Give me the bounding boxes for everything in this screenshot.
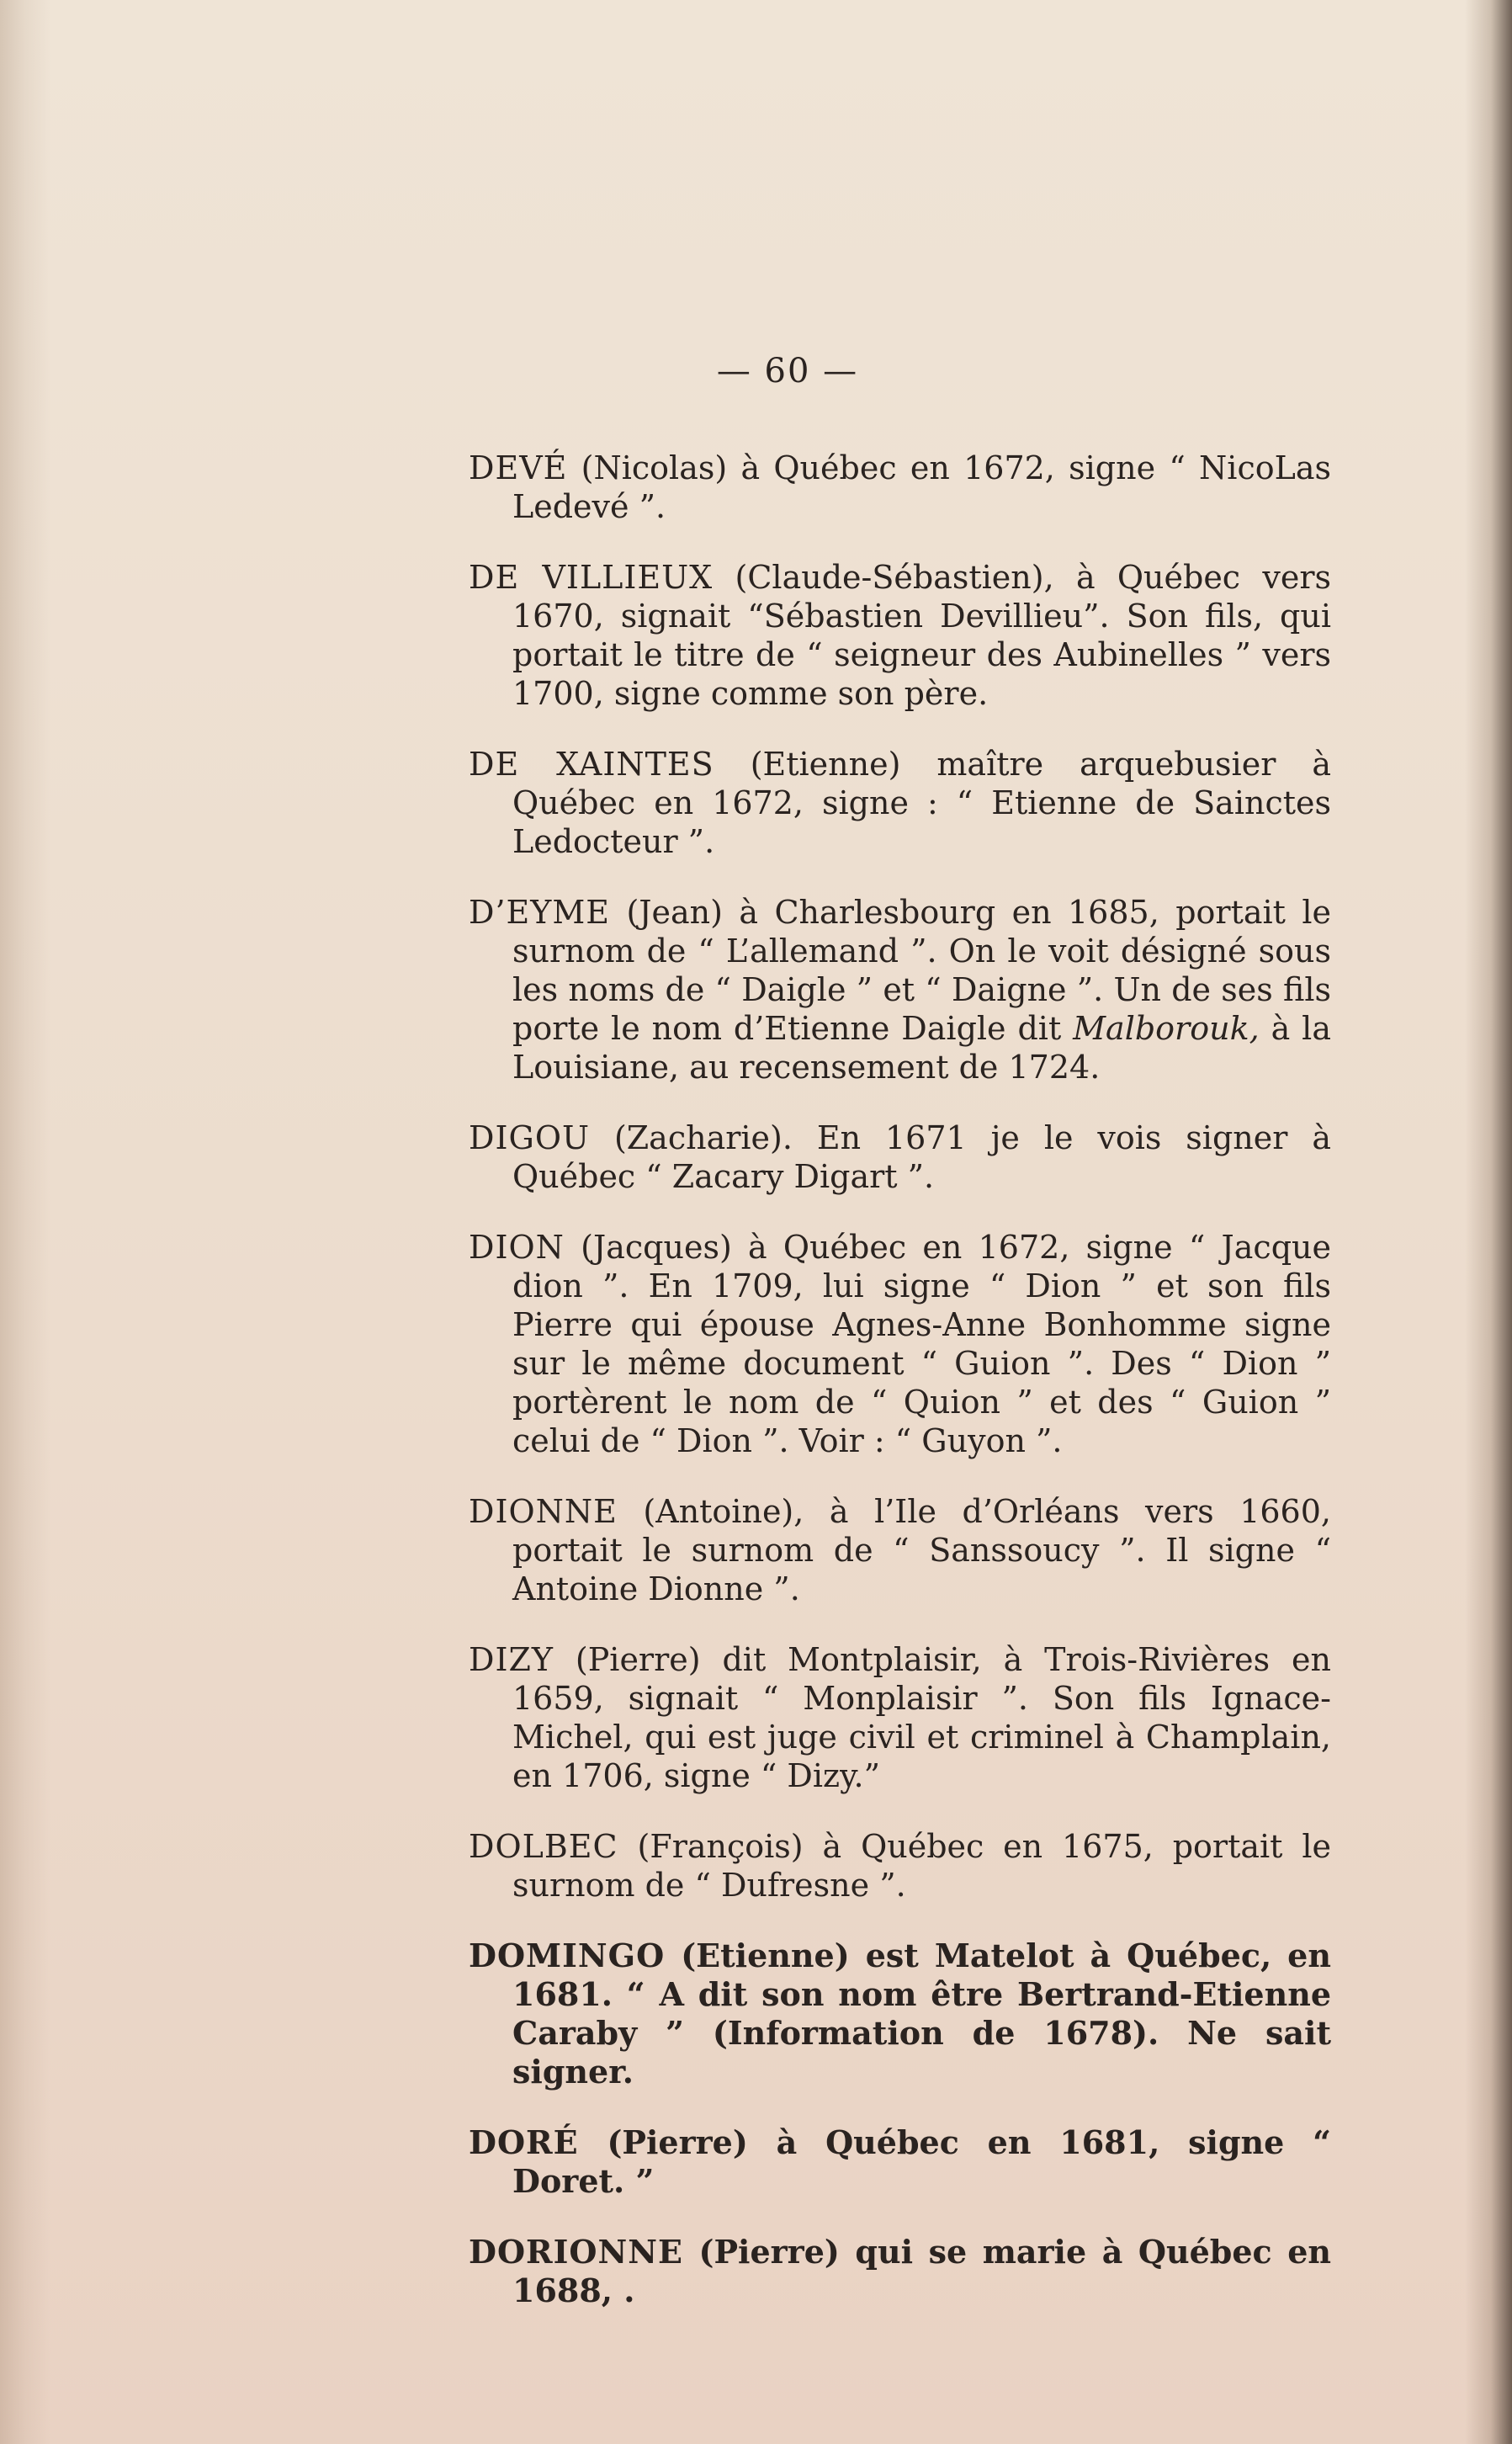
entry-head: DORÉ — [469, 2123, 579, 2161]
entry-head: DIGOU — [469, 1119, 591, 1156]
entry-text: (François) à Québec en 1675, portait le surnom de “ Dufresne ”. — [512, 1828, 1331, 1904]
entry-text: (Zacharie). En 1671 je le vois signer à Québec “ Zacary Digart ”. — [512, 1119, 1331, 1195]
entry-italic-name: Malborouk, — [1073, 1010, 1260, 1047]
entry-text: (Nicolas) à Québec en 1672, signe “ NicoLas Ledevé ”. — [512, 449, 1331, 525]
entry-text: (Pierre) qui se marie à Québec en 1688, . — [512, 2233, 1331, 2309]
entry-dolbec — [469, 1827, 1331, 1905]
entry-dore — [469, 2123, 1331, 2201]
entry-text: (Antoine), à l’Ile d’Orléans vers 1660, portait le surnom de “ Sanssoucy ”. Il signe “ Antoine Dionne ”. — [512, 1493, 1331, 1607]
entry-de-villieux — [469, 558, 1331, 713]
entry-dionne — [469, 1492, 1331, 1608]
entry-head: DOLBEC — [469, 1828, 618, 1865]
entry-head: DIONNE — [469, 1493, 618, 1530]
entry-text: (Etienne) maître arquebusier à Québec en 1672, signe : “ Etienne de Sainctes Ledocteur ”. — [512, 746, 1331, 860]
page-number: — 60 — — [716, 352, 859, 391]
entry-head: DION — [469, 1229, 565, 1266]
entry-head: DIZY — [469, 1641, 554, 1678]
entry-head: DORIONNE — [469, 2233, 683, 2271]
entry-head: D’EYME — [469, 894, 611, 931]
entry-de-xaintes — [469, 745, 1331, 861]
entry-text: (Claude-Sébastien), à Québec vers 1670, signait “Sébastien Devillieu”. Son fils, qui portait le titre de “ seigneur des Aubinelles ” vers 1700, signe comme son père. — [512, 559, 1331, 712]
entry-digou — [469, 1118, 1331, 1196]
entry-head: DE VILLIEUX — [469, 559, 714, 596]
entry-text: (Jean) à Charlesbourg en 1685, portait le surnom de “ L’allemand ”. On le voit désigné sous les noms de “ Daigle ” et “ Daigne ”. Un de ses fils porte le nom d’Etienne Daigle dit — [512, 894, 1331, 1047]
entry-text: à la Louisiane, au recensement de 1724. — [512, 1010, 1331, 1086]
entry-head: DEVÉ — [469, 449, 568, 486]
entry-dion — [469, 1228, 1331, 1460]
entry-d-eyme — [469, 893, 1331, 1087]
entry-text: (Etienne) est Matelot à Québec, en 1681. “ A dit son nom être Bertrand-Etienne Caraby ” (Information de 1678). Ne sait signer. — [512, 1937, 1331, 2091]
entry-domingo — [469, 1937, 1331, 2091]
entry-text: (Pierre) dit Montplaisir, à Trois-Rivières en 1659, signait “ Monplaisir ”. Son fils Ignace-Michel, qui est juge civil et criminel à Champlain, en 1706, signe “ Dizy.” — [512, 1641, 1331, 1794]
entry-head: DOMINGO — [469, 1937, 666, 1974]
entry-text: (Pierre) à Québec en 1681, signe “ Doret. ” — [512, 2123, 1331, 2200]
entry-list — [469, 417, 1331, 2317]
entry-dizy — [469, 1640, 1331, 1795]
entry-deve — [469, 449, 1331, 526]
entry-text: (Jacques) à Québec en 1672, signe “ Jacque dion ”. En 1709, lui signe “ Dion ” et son fils Pierre qui épouse Agnes-Anne Bonhomme signe sur le même document “ Guion ”. Des “ Dion ” portèrent le nom de “ Quion ” et des “ Guion ” celui de “ Dion ”. Voir : “ Guyon ”. — [512, 1229, 1331, 1459]
entry-head: DE XAINTES — [469, 746, 714, 783]
entry-dorionne — [469, 2233, 1331, 2310]
